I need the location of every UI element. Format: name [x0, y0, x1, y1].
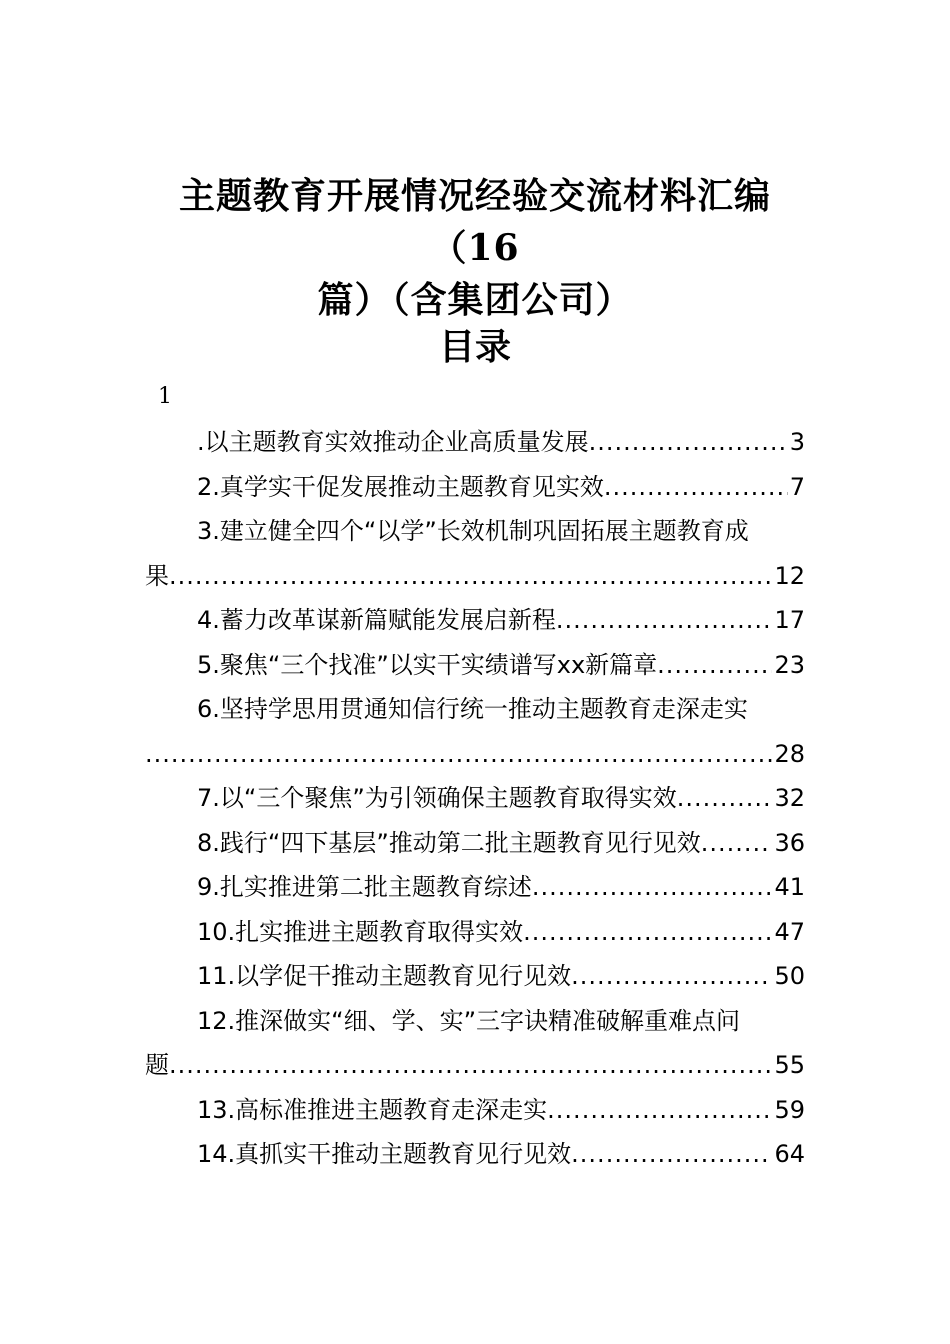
toc-page-number: 17 [774, 606, 805, 634]
title-line-1: 主题教育开展情况经验交流材料汇编（16 [178, 175, 771, 269]
toc-entry[interactable] [145, 643, 805, 688]
toc-leader [571, 954, 772, 999]
toc-leader [556, 598, 773, 643]
toc-entry-title: 11.以学促干推动主题教育见行见效 [197, 962, 572, 990]
toc-page-number: 28 [774, 739, 805, 768]
toc-leader [701, 821, 773, 866]
toc-entry-title: 7.以“三个聚焦”为引领确保主题教育取得实效 [197, 784, 677, 812]
toc-leader [657, 643, 772, 688]
toc-page-number: 32 [774, 784, 805, 812]
toc-entry[interactable] [145, 1088, 805, 1133]
toc-entry[interactable] [145, 954, 805, 999]
toc-page-number: 59 [774, 1095, 805, 1124]
toc-entry[interactable] [145, 465, 805, 510]
toc-page-number: 55 [774, 1051, 805, 1079]
toc-page-number: 36 [774, 828, 805, 857]
table-of-contents [145, 420, 805, 1177]
toc-page-number: 23 [774, 650, 805, 679]
toc-page-number: 50 [774, 962, 805, 990]
toc-leader [523, 910, 772, 955]
toc-page-number: 47 [774, 917, 805, 946]
toc-entry-title: 13.高标准推进主题教育走深走实 [197, 1095, 548, 1124]
toc-leader [677, 776, 773, 821]
toc-entry-title: 2.真学实干促发展推动主题教育见实效 [197, 472, 604, 501]
toc-entry-title-continued: 果 [145, 561, 169, 590]
title-line-2: 篇）（含集团公司） [317, 279, 633, 321]
toc-entry-title: 14.真抓实干推动主题教育见行见效 [197, 1140, 572, 1168]
toc-entry[interactable] [145, 865, 805, 910]
toc-leader [604, 465, 788, 510]
toc-entry-title: 4.蓄力改革谋新篇赋能发展启新程 [197, 606, 556, 634]
toc-leader [169, 554, 772, 599]
toc-leader [169, 1043, 772, 1088]
toc-entry[interactable] [145, 420, 805, 465]
toc-entry[interactable] [145, 910, 805, 955]
toc-entry[interactable] [145, 776, 805, 821]
toc-entry[interactable] [145, 509, 805, 598]
toc-entry-title: .以主题教育实效推动企业高质量发展 [197, 428, 589, 456]
toc-page-number: 64 [774, 1140, 805, 1168]
toc-leader [571, 1132, 772, 1177]
toc-page-number: 3 [789, 428, 805, 456]
toc-heading: 目录 [438, 326, 511, 368]
toc-leader [589, 420, 788, 465]
toc-entry-title: 10.扎实推进主题教育取得实效 [197, 917, 524, 946]
toc-entry[interactable] [145, 821, 805, 866]
toc-entry-title: 6.坚持学思用贯通知信行统一推动主题教育走深走实 [197, 695, 748, 723]
toc-entry[interactable] [145, 1132, 805, 1177]
toc-leader [145, 732, 772, 777]
toc-leader [547, 1088, 772, 1133]
toc-leader [532, 865, 773, 910]
toc-entry[interactable] [145, 687, 805, 776]
toc-entry-title: 12.推深做实“细、学、实”三字诀精准破解重难点问 [197, 1006, 741, 1035]
toc-page-number: 7 [789, 472, 805, 501]
toc-entry[interactable] [145, 999, 805, 1088]
toc-entry-title: 5.聚焦“三个找准”以实干实绩谱写xx新篇章 [197, 650, 658, 679]
toc-page-number: 41 [774, 873, 805, 901]
toc-entry-title-continued: 题 [145, 1051, 169, 1079]
document-title [145, 170, 805, 326]
stray-number: 1 [158, 384, 172, 409]
toc-entry-title: 3.建立健全四个“以学”长效机制巩固拓展主题教育成 [197, 517, 749, 545]
toc-entry[interactable] [145, 598, 805, 643]
toc-page-number: 12 [774, 561, 805, 590]
toc-entry-title: 9.扎实推进第二批主题教育综述 [197, 873, 532, 901]
toc-entry-title: 8.践行“四下基层”推动第二批主题教育见行见效 [197, 828, 701, 857]
